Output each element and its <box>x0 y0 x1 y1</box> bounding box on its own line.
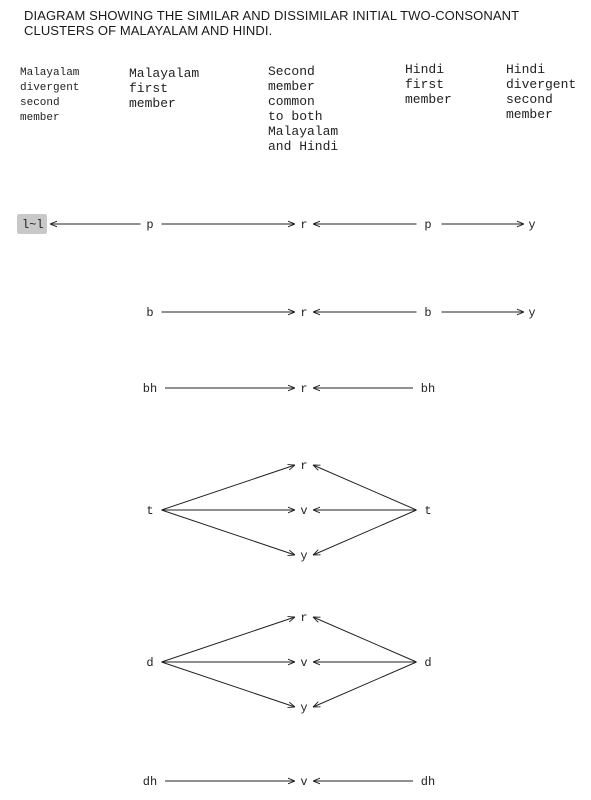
malayalam-first-t: t <box>146 504 154 518</box>
malayalam-first-p: p <box>146 218 154 232</box>
common-bh-r: r <box>300 382 308 396</box>
arrow-d-mal-to-y <box>162 662 296 707</box>
hindi-divergent-b: y <box>528 306 536 320</box>
header-malayalam-first: Malayalam first member <box>129 66 200 111</box>
arrow-t-hindi-to-r <box>313 465 417 510</box>
common-t-v: v <box>300 504 308 518</box>
malayalam-first-d: d <box>146 656 154 670</box>
common-b-r: r <box>300 306 308 320</box>
common-d-v: v <box>300 656 308 670</box>
malayalam-first-bh: bh <box>142 382 158 396</box>
header-malayalam-divergent: Malayalam divergent second member <box>20 67 80 124</box>
malayalam-first-b: b <box>146 306 154 320</box>
hindi-first-dh: dh <box>420 775 436 789</box>
common-dh-v: v <box>300 775 308 789</box>
hindi-first-t: t <box>424 504 432 518</box>
common-t-y: y <box>300 549 308 563</box>
arrow-d-hindi-to-y <box>313 662 417 707</box>
common-d-r: r <box>300 611 308 625</box>
hindi-first-b: b <box>424 306 432 320</box>
arrow-t-mal-to-r <box>162 465 296 510</box>
header-hindi-divergent: Hindi divergent second member <box>506 62 577 122</box>
arrow-d-mal-to-r <box>162 617 296 662</box>
arrow-t-hindi-to-y <box>313 510 417 555</box>
header-common-second: Second member common to both Malayalam and Hindi <box>268 64 339 154</box>
hindi-divergent-p: y <box>528 218 536 232</box>
hindi-first-d: d <box>424 656 432 670</box>
diagram-title: DIAGRAM SHOWING THE SIMILAR AND DISSIMILAR INITIAL TWO-CONSONANT CLUSTERS OF MALAYALAM AND HINDI. <box>24 8 519 38</box>
malayalam-first-dh: dh <box>142 775 158 789</box>
hindi-first-bh: bh <box>420 382 436 396</box>
header-hindi-first: Hindi first member <box>405 62 452 107</box>
malayalam-divergent-p: l~l <box>22 218 44 232</box>
common-d-y: y <box>300 701 308 715</box>
hindi-first-p: p <box>424 218 432 232</box>
arrow-d-hindi-to-r <box>313 617 417 662</box>
arrow-t-mal-to-y <box>162 510 296 555</box>
common-p-r: r <box>300 218 308 232</box>
common-t-r: r <box>300 459 308 473</box>
